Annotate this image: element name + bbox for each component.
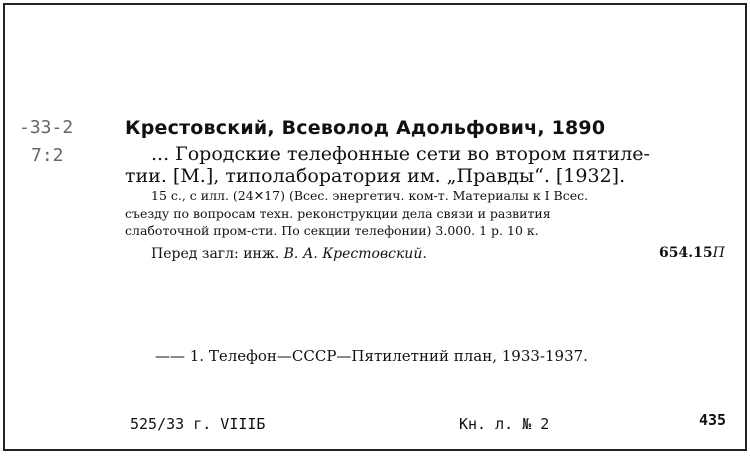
author-heading: Крестовский, Всеволод Адольфович, 1890 [125, 117, 606, 139]
description-line-1: 15 с., с илл. (24✕17) (Всес. энергетич. ком-т. Материалы к I Всес. [151, 188, 589, 203]
shelfmark-secondary: 7:2 [31, 145, 64, 166]
catalog-card [3, 3, 747, 451]
description-line-3: слаботочной пром-сти. По секции телефонии) 3.000. 1 р. 10 к. [125, 223, 539, 238]
responsibility-note [151, 246, 427, 262]
note-author-name: В. А. Крестовский. [283, 246, 427, 262]
description-line-2: съезду по вопросам техн. реконструкции дела связи и развития [125, 206, 551, 221]
subject-heading: —— 1. Телефон—СССР—Пятилетний план, 1933-1937. [155, 347, 588, 365]
classification-letter: П [712, 245, 725, 261]
shelfmark-primary: -33-2 [19, 117, 74, 138]
footer-book-chamber: Кн. л. № 2 [459, 415, 550, 433]
classification-code [659, 245, 725, 261]
title-line-1: ... Городские телефонные сети во втором пятиле- [151, 143, 650, 165]
title-line-2: тии. [М.], типолаборатория им. „Правды“. [1932]. [125, 165, 626, 187]
note-prefix: Перед загл: инж. [151, 246, 284, 262]
classification-number: 654.15 [659, 245, 713, 261]
footer-card-number: 435 [699, 411, 727, 429]
footer-accession: 525/33 г. VIIIБ [130, 415, 266, 433]
